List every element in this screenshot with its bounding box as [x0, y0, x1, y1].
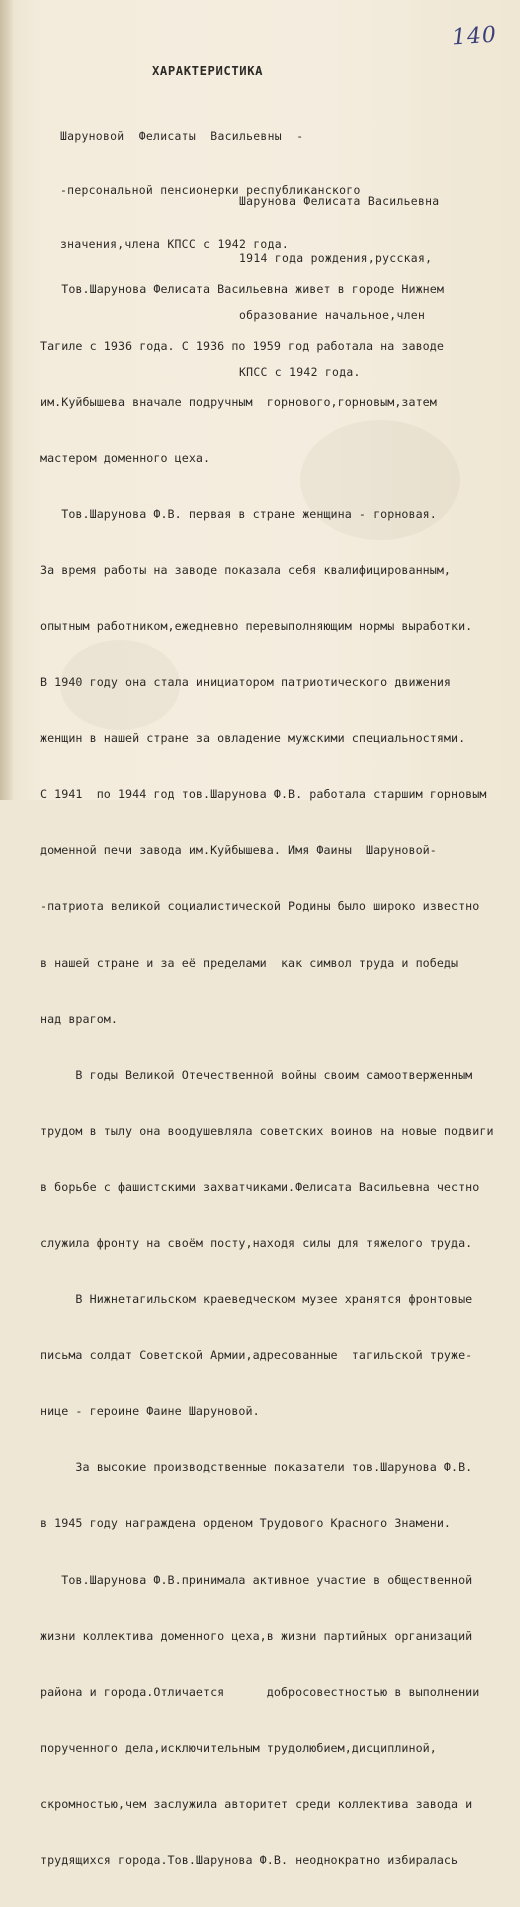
personal-info-line: 1914 года рождения,русская, — [239, 251, 433, 265]
body-line: В 1940 году она стала инициатором патриотического движения — [40, 675, 452, 690]
body-line: служила фронту на своём посту,находя силы для тяжелого труда. — [40, 1236, 473, 1250]
page-binding-edge — [0, 0, 14, 800]
body-line: В Нижнетагильском краеведческом музее хранятся фронтовые — [40, 1292, 473, 1307]
body-line: в 1945 году награждена орденом Трудового Красного Знамени. — [40, 1516, 452, 1531]
body-line: Тов.Шарунова Ф.В. первая в стране женщина - горновая. — [40, 506, 437, 521]
body-line: им.Куйбышева вначале подручным горнового,горновым,затем — [40, 394, 437, 409]
personal-info-line: КПСС с 1942 года. — [239, 365, 361, 379]
body-line: трудом в тылу она воодушевляла советских воинов на новые подвиги — [40, 1123, 494, 1138]
body-line: Тагиле с 1936 года. С 1936 по 1959 год работала на заводе — [40, 338, 444, 353]
body-line: над врагом. — [40, 1011, 118, 1026]
body-line: опытным работником,ежедневно перевыполняющим нормы выработки. — [40, 618, 473, 633]
body-line: жизни коллектива доменного цеха,в жизни партийных организаций — [40, 1628, 473, 1643]
body-line: доменной печи завода им.Куйбышева. Имя Фаины Шаруновой- — [40, 843, 437, 858]
subject-line: значения,члена КПСС с 1942 года. — [60, 237, 290, 251]
handwritten-page-number: 140 — [451, 22, 498, 51]
body-line: С 1941 по 1944 год тов.Шарунова Ф.В. работала старшим горновым — [40, 787, 487, 802]
body-line: скромностью,чем заслужила авторитет среди коллектива завода и — [40, 1796, 473, 1811]
body-line: За высокие производственные показатели тов.Шарунова Ф.В. — [40, 1460, 473, 1475]
body-line: В годы Великой Отечественной войны своим самоотверженным — [40, 1067, 473, 1082]
document-title: ХАРАКТЕРИСТИКА — [152, 64, 264, 78]
personal-info-line: Шарунова Фелисата Васильевна — [239, 194, 440, 208]
body-line: порученного дела,исключительным трудолюбием,дисциплиной, — [40, 1740, 437, 1755]
subject-line: -персональной пенсионерки республиканского — [60, 183, 361, 197]
body-line: женщин в нашей стране за овладение мужскими специальностями. — [40, 731, 466, 746]
body-line: нице - героине Фаине Шаруновой. — [40, 1404, 260, 1419]
body-line: За время работы на заводе показала себя квалифицированным, — [40, 562, 452, 577]
body-line: мастером доменного цеха. — [40, 450, 211, 465]
body-text — [40, 243, 494, 1907]
body-line: района и города.Отличается добросовестностью в выполнении — [40, 1684, 480, 1699]
body-line: Тов.Шарунова Ф.В.принимала активное участие в общественной — [40, 1572, 473, 1587]
body-line: письма солдат Советской Армии,адресованные тагильской труже- — [40, 1348, 473, 1363]
body-line: в нашей стране и за её пределами как символ труда и победы — [40, 955, 459, 970]
personal-info-line: образование начальное,член — [239, 308, 426, 322]
body-line: -патриота великой социалистической Родины было широко известно — [40, 899, 480, 914]
subject-line: Шаруновой Фелисаты Васильевны - — [60, 129, 304, 143]
body-line: Тов.Шарунова Фелисата Васильевна живет в городе Нижнем — [40, 282, 444, 297]
body-line: в борьбе с фашистскими захватчиками.Фелисата Васильевна честно — [40, 1179, 480, 1194]
body-line: трудящихся города.Тов.Шарунова Ф.В. неоднократно избиралась — [40, 1853, 459, 1868]
